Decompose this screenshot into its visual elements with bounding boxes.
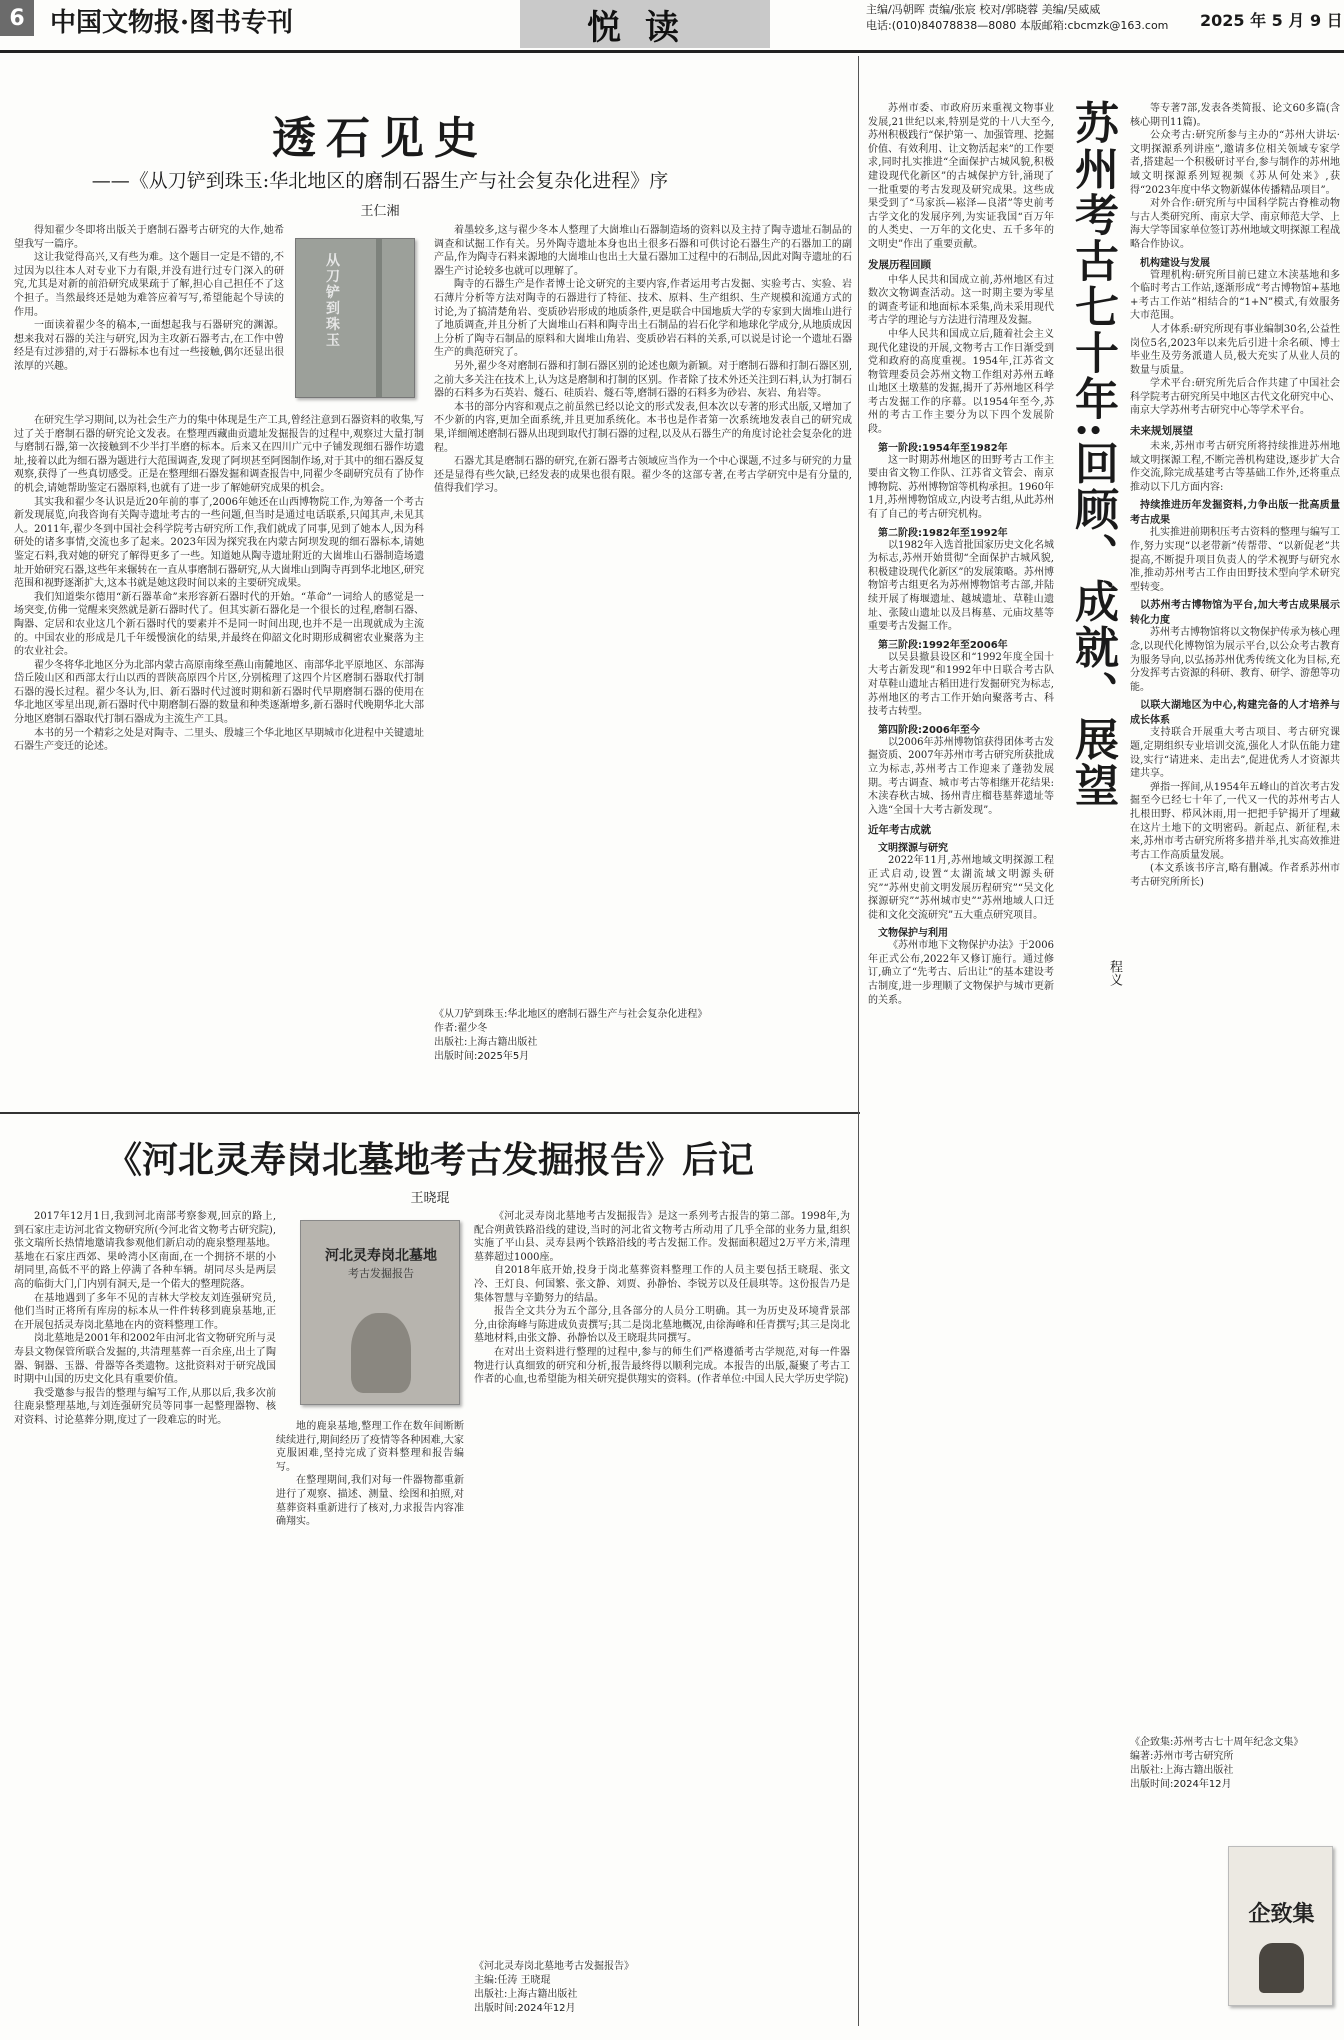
article1-subtitle: ——《从刀铲到珠玉:华北地区的磨制石器生产与社会复杂化进程》序 [91, 170, 669, 192]
article1-book-info [434, 1008, 852, 1064]
report-cover-subtitle: 考古发掘报告 [348, 1267, 414, 1280]
article3-title: 苏州考古七十年:回顾、成就、展望 [1067, 100, 1118, 809]
editor-credits [866, 2, 1196, 34]
section-heading: 发展历程回顾 [868, 258, 931, 271]
header-rule [0, 50, 1344, 53]
page-number: 6 [0, 0, 34, 36]
paragraph: 《苏州市地下文物保护办法》于2006年正式公布,2022年又修订施行。通过修订,确立了“先考古、后出让”的基本建设考古制度,进一步理顺了文物保护与城市更新的关系。 [868, 940, 1054, 1006]
article2-book-info [474, 1960, 850, 2016]
article2-title: 《河北灵寿岗北墓地考古发掘报告》后记 [105, 1139, 754, 1181]
paragraph: 苏州市委、市政府历来重视文物事业发展,21世纪以来,特别是党的十八大至今,苏州积极践行“保护第一、加强管理、挖掘价值、有效利用、让文物活起来”的工作要求,同时扎实推进“全面保护古城风貌,积极建设现代化新区”的古城保护方针,涌现了一批重要的考古发现及研究成果。这些成果受到了“马家浜—崧泽—良渚”等史前考古学文化的发展序列,为实证我国“百万年的人类史、一万年的文化史、五千多年的文明史”作出了重要贡献。 [868, 103, 1054, 250]
sub-heading: 第三阶段:1992年至2006年 [878, 639, 1008, 651]
article-divider [0, 1112, 860, 1114]
paragraph: 以1982年入选首批国家历史文化名城为标志,苏州开始贯彻“全面保护古城风貌,积极建设现代化新区”的发展策略。苏州博物馆考古组更名为苏州博物馆考古部,并陆续开展了梅堰遗址、越城遗址、草鞋山遗址、张陵山遗址以及吕梅墓、元庙坟墓等重要考古发掘工作。 [868, 539, 1054, 633]
paragraph: 以2006年苏州博物馆获得团体考古发掘资质、2007年苏州市考古研究所获批成立为标志,苏州考古工作迎来了蓬勃发展期。考古调查、城市考古等相继开花结果:木渎春秋古城、扬州青庄榴巷墓葬遗址等入选“全国十大考古新发现”。 [868, 736, 1054, 816]
sub-heading: 第一阶段:1954年至1982年 [878, 442, 1008, 454]
paragraph: 这一时期苏州地区的田野考古工作主要由省文物工作队、江苏省文管会、南京博物院、苏州博物馆等机构承担。1960年1月,苏州博物馆成立,内设考古组,从此苏州有了自己的考古研究机构。 [868, 454, 1054, 521]
book-publisher: 出版社:上海古籍出版社 [1130, 1765, 1234, 1776]
paragraph: 在研究生学习期间,以为社会生产力的集中体现是生产工具,曾经注意到石器资料的收集,写过了关于磨制石器的研究论文发表。在整理西藏曲贡遗址发掘报告的过程中,观察过大量打制与磨制石器,第一次接触到不少半打半磨的标本。后来又在四川广元中子铺发现细石器作坊遗址,接着以此为细石器为题进行大范围调查,发现了阿坝甚至阿图制作场,对于其中的细石器反复观察,获得了一些真切感受。正是在整理细石器发掘和调查报告中,同翟少冬副研究员有了协作的机会,请她帮助鉴定石器原料,也就有了进一步了解她研究成果的机会。 [14, 415, 424, 494]
book-cover-title: 从刀铲到珠玉 [326, 253, 340, 349]
sub-heading: 以联大湖地区为中心,构建完备的人才培养与成长体系 [1130, 700, 1340, 727]
paragraph: 弹指一挥间,从1954年五峰山的首次考古发掘至今已经七十年了,一代又一代的苏州考古人扎根田野、栉风沐雨,用一把把手铲揭开了埋藏在这片土地下的文明密码。新起点、新征程,未来,苏州市考古研究所将多措并举,扎实高效推进考古工作高质量发展。 [1130, 781, 1340, 861]
article2-column-1-continued [276, 1420, 464, 2020]
paragraph: 《河北灵寿岗北墓地考古发掘报告》是这一系列考古报告的第二部。1998年,为配合朔黄铁路沿线的建设,当时的河北省文物考古所动用了几乎全部的业务力量,组织实施了平山县、灵寿县两个铁路沿线的考古发掘工作。发掘面积超过2万平方米,清理墓葬超过1000座。 [474, 1211, 850, 1263]
article3-column-1 [868, 102, 1054, 1972]
paragraph: 中华人民共和国成立后,随着社会主义现代化建设的开展,文物考古工作日渐受到党和政府的高度重视。1954年,江苏省文物管理委员会苏州文物工作组对苏州五峰山地区土墩墓的发掘,揭开了苏州地区科学考古发掘工作的序幕。以1954年至今,苏州的考古工作主要分为以下四个发展阶段。 [868, 328, 1054, 436]
paragraph: 公众考古:研究所参与主办的“苏州大讲坛·文明探源系列讲座”,邀请多位相关领域专家学者,搭建起一个积极研讨平台,参与制作的苏州地域文明探源系列短视频《苏从何处来》,获得“2023年度中华文物新媒体传播精品项目”。 [1130, 130, 1340, 196]
book-editor: 编著:苏州市考古研究所 [1130, 1751, 1234, 1762]
issue-date: 2025 年 5 月 9 日 [1200, 11, 1343, 30]
paragraph: 本书的部分内容和观点之前虽然已经以论文的形式发表,但本次以专著的形式出版,又增加了不少新的内容,更加全面系统,并且更加系统化。本书也是作者第一次系统地发表自己的研究成果,详细阐述磨制石器从出现到取代打制石器的过程,以及从石器生产的角度讨论社会复杂化的进程。 [434, 401, 852, 454]
paragraph: 扎实推进前期积压考古资料的整理与编写工作,努力实现“以老带新”传帮带、“以新促老”共提高,不断提升项目负责人的学术视野与研究水准,推动苏州考古工作由田野技术型向学术研究型转变。 [1130, 527, 1340, 593]
paragraph: 在整理期间,我们对每一件器物都重新进行了观察、描述、测量、绘图和拍照,对墓葬资料重新进行了核对,力求报告内容准确翔实。 [276, 1475, 464, 1528]
credits-line-1: 主编/冯朝晖 责编/张宸 校对/郭晓蓉 美编/吴威威 [866, 3, 1101, 16]
paragraph: 对外合作:研究所与中国科学院古脊椎动物与古人类研究所、南京大学、南京师范大学、上海大学等国家单位签订苏州地域文明探源工程战略合作协议。 [1130, 198, 1340, 250]
paragraph: 2022年11月,苏州地域文明探源工程正式启动,设置“太湖流域文明源头研究”“苏州史前文明发展历程研究”“吴文化探源研究”“苏州城市史”“苏州地域人口迁徙和文化交流研究”五大重点研究项目。 [868, 855, 1054, 921]
sub-heading: 文物保护与利用 [878, 928, 948, 940]
paragraph: 中华人民共和国成立前,苏州地区有过数次文物调查活动。这一时期主要为零星的调查考证和地面标本采集,尚未采用现代考古学的理论与方法进行清理及发掘。 [868, 274, 1054, 327]
collection-cover-image [1228, 1846, 1333, 2006]
book-author: 作者:翟少冬 [434, 1023, 488, 1034]
sub-heading: 第二阶段:1982年至1992年 [878, 527, 1008, 539]
report-cover-image [300, 1220, 460, 1405]
sub-heading: 以苏州考古博物馆为平台,加大考古成果展示转化力度 [1130, 600, 1340, 627]
article1-column-1 [14, 224, 284, 414]
paragraph: 一面读着翟少冬的稿本,一面想起我与石器研究的渊源。想来我对石器的关注与研究,因为主攻新石器考古,在工作中曾经是有过涉猎的,对于石器标本也有过一些接触,偶尔还显出很浓厚的兴趣。 [14, 320, 284, 372]
artifact-image [1259, 1943, 1304, 1993]
paragraph: 报告全文共分为五个部分,且各部分的人员分工明确。其一为历史及环境背景部分,由徐海峰与陈进成负责撰写;其二是岗北墓地概况,由徐海峰和任青撰写;其三是岗北墓地材料,由张文静、孙静怡以及王晓琨共同撰写。 [474, 1306, 850, 1345]
paragraph: 2017年12月1日,我到河北南部考察参观,回京的路上,到石家庄走访河北省文物研究所(今河北省文物考古研究院),张文瑞所长热情地邀请我参观他们新启动的鹿泉整理基地。基地在石家庄西郊、果岭湾小区南面,在一个拥挤不堪的小胡同里,高低不平的路上停满了各种车辆。胡同尽头是两层高的临街大门,门内别有洞天,是一个偌大的整理院落。 [14, 1211, 276, 1290]
article1-title: 透石见史 [272, 113, 488, 164]
sub-heading: 机构建设与发展 [1140, 257, 1210, 269]
paragraph: 自2018年底开始,投身于岗北墓葬资料整理工作的人员主要包括王晓琨、张文冷、王灯良、何国繁、张文静、刘贾、孙静怡、李锐芳以及任晨琪等。这份报告乃是集体智慧与辛勤努力的结晶。 [474, 1265, 850, 1304]
section-title: 悦读 [520, 0, 770, 48]
paragraph: 未来,苏州市考古研究所将持续推进苏州地域文明探源工程,不断完善机构建设,逐步扩大合作交流,除完成基建考古等基础工作外,还将重点推动以下几方面内容: [1130, 441, 1340, 493]
article3-author: 程义 [1107, 960, 1122, 986]
book-publisher: 出版社:上海古籍出版社 [434, 1037, 538, 1048]
paragraph: 支持联合开展重大考古项目、考古研究课题,定期组织专业培训交流,强化人才队伍能力建设,实行“请进来、走出去”,促进优秀人才资源共建共享。 [1130, 727, 1340, 780]
article1-column-1-continued [14, 414, 424, 1094]
paragraph: 另外,翟少冬对磨制石器和打制石器区别的论述也颇为新颖。对于磨制石器和打制石器区别,之前大多关注在技术上,认为这是磨制和打制的区别。作者除了技术外还关注到石料,认为打制石器的石料多为石英岩、燧石、硅质岩、燧石等,磨制石器的石料多为砂岩、灰岩、角岩等。 [434, 360, 852, 400]
book-date: 出版时间:2025年5月 [434, 1051, 530, 1062]
paragraph: 我们知道柴尔德用“新石器革命”来形容新石器时代的开始。“革命”一词给人的感觉是一场突变,仿佛一觉醒来突然就是新石器时代了。但其实新石器化是一个很长的过程,磨制石器、陶器、定居和农业这几个新石器时代的要素并不是同一时间出现,也并不是一出现就成为主流的。中国农业的形成是几千年缓慢演化的结果,并最终在仰韶文化时期形成稠密农业聚落为主的农业社会。 [14, 591, 424, 658]
sub-heading: 第四阶段:2006年至今 [878, 724, 980, 736]
paragraph: 得知翟少冬即将出版关于磨制石器考古研究的大作,她希望我写一篇序。 [14, 225, 284, 250]
paragraph: 地的鹿泉基地,整理工作在数年间断断续续进行,期间经历了疫情等各种困难,大家克服困难,坚持完成了资料整理和报告编写。 [276, 1421, 464, 1473]
paragraph: 学术平台:研究所先后合作共建了中国社会科学院考古研究所吴中地区古代文化研究中心、南京大学苏州考古研究中心等学术平台。 [1130, 378, 1340, 417]
masthead: 中国文物报·图书专刊 [50, 7, 294, 38]
paragraph: 翟少冬将华北地区分为北部内蒙古高原南缘至燕山南麓地区、南部华北平原地区、东部海岱丘陵山区和西部太行山以西的晋陕高原四个片区,分别梳理了这四个片区磨制石器取代打制石器的漫长过程。翟少冬认为,旧、新石器时代过渡时期和新石器时代早期磨制石器的使用在华北地区零星出现,新石器时代中期磨制石器的数量和种类逐渐增多,新石器时代晚期华北大部分地区磨制石器取代打制石器成为主流生产工具。 [14, 659, 424, 726]
book-date: 出版时间:2024年12月 [474, 2003, 576, 2014]
paragraph: 在对出土资料进行整理的过程中,参与的师生们严格遵循考古学规范,对每一件器物进行认真细致的研究和分析,报告最终得以顺利完成。本报告的出版,凝聚了考古工作者的心血,也希望能为相关研究提供翔实的资料。(作者单位:中国人民大学历史学院) [474, 1346, 850, 1386]
book-author: 主编:任涛 王晓琨 [474, 1975, 551, 1986]
article2-author: 王晓琨 [410, 1191, 450, 1206]
sub-heading: 持续推进历年发掘资料,力争出版一批高质量考古成果 [1130, 500, 1340, 527]
section-heading: 未来规划展望 [1130, 425, 1193, 438]
pottery-vessel-image [351, 1313, 411, 1393]
paragraph: 我受邀参与报告的整理与编写工作,从那以后,我多次前往鹿泉整理基地,与刘连强研究员等同事一起整理器物、核对资料、讨论墓葬分期,度过了一段难忘的时光。 [14, 1387, 276, 1426]
paragraph: 石器尤其是磨制石器的研究,在新石器考古领域应当作为一个中心课题,不过多与研究的力量还是显得有些欠缺,已经发表的成果也很有限。翟少冬的这部专著,在考古学研究中是有分量的,值得我们学习。 [434, 456, 852, 495]
book-cover-image [295, 238, 415, 398]
paragraph: 本书的另一个精彩之处是对陶寺、二里头、殷墟三个华北地区早期城市化进程中关键遗址石器生产变迁的论述。 [14, 727, 424, 753]
article3-book-info [1130, 1736, 1340, 1792]
paragraph: 人才体系:研究所现有事业编制30名,公益性岗位5名,2023年以来先后引进十余名硕、博士毕业生及劳务派遣人员,极大充实了从业人员的数量与质量。 [1130, 323, 1340, 376]
article3-column-2 [1130, 102, 1340, 1802]
paragraph: 着墨较多,这与翟少冬本人整理了大崮堆山石器制造场的资料以及主持了陶寺遗址石制品的调查和试掘工作有关。另外陶寺遗址本身也出土很多石器和可供讨论石器生产的石器加工的副产品,作为陶寺石料来源地的大崮堆山也出土大量石器加工过程中的石制品,因此对陶寺遗址的石器生产讨论较多也就可以理解了。 [434, 225, 852, 277]
paragraph: 岗北墓地是2001年和2002年由河北省文物研究所与灵寿县文物保管所联合发掘的,共清理墓葬一百余座,出土了陶器、铜器、玉器、骨器等各类遗物。这批资料对于研究战国时期中山国的历史文化具有重要价值。 [14, 1333, 276, 1386]
collection-cover-title: 企致集 [1248, 1901, 1315, 1927]
paragraph: 陶寺的石器生产是作者博士论文研究的主要内容,作者运用考古发掘、实验考古、实验、岩石薄片分析等方法对陶寺的石器进行了特征、技术、原料、生产组织、生产规模和流通方式的讨论,为了搞清楚角岩、变质砂岩形成的地质条件,更是联合中国地质大学的专家到大崮堆山进行了地质调查,并且分析了大崮堆山石料和陶寺出土石制品的岩石化学和地球化学成分,从地质成因上分析了陶寺石制品的原料和大崮堆山角岩、变质砂岩石料的关系,可以说是讨论一个遗址石器生产的典范研究了。 [434, 279, 852, 359]
article1-author: 王仁湘 [360, 204, 400, 219]
paragraph: 以吴县撤县设区和“1992年度全国十大考古新发现”和1992年中日联合考古队对草鞋山遗址古稻田进行发掘研究为标志,苏州地区的考古工作开始向聚落考古、科技考古转型。 [868, 651, 1054, 718]
paragraph: 苏州考古博物馆将以文物保护传承为核心理念,以现代化博物馆为展示平台,以公众考古教育为服务导向,以弘扬苏州优秀传统文化为目标,充分发挥考古资源的科研、教育、研学、游憩等功能。 [1130, 627, 1340, 693]
section-heading: 近年考古成就 [868, 824, 931, 837]
report-cover-title: 河北灵寿岗北墓地 [325, 1248, 437, 1264]
book-date: 出版时间:2024年12月 [1130, 1779, 1232, 1790]
book-title: 《从刀铲到珠玉:华北地区的磨制石器生产与社会复杂化进程》 [434, 1009, 708, 1020]
paragraph: 管理机构:研究所目前已建立木渎基地和多个临时考古工作站,逐渐形成“考古博物馆+基地+考古工作站”相结合的“1+N”模式,有效服务大市范围。 [1130, 269, 1340, 322]
credits-line-2: 电话:(010)84078838—8080 本版邮箱:cbcmzk@163.com [866, 19, 1169, 32]
paragraph: 这让我觉得高兴,又有些为难。这个题目一定是不错的,不过因为以往本人对专业下力有限,并没有进行过专门深入的研究,尤其是对新的前沿研究成果疏于了解,担心自己担任不了这个担子。当然最终还是她为难答应着写写,希望能起个导读的作用。 [14, 252, 284, 318]
article1-column-2 [434, 224, 852, 1104]
book-publisher: 出版社:上海古籍出版社 [474, 1989, 578, 2000]
paragraph: 等专著7部,发表各类简报、论文60多篇(含核心期刊11篇)。 [1130, 103, 1340, 128]
book-title: 《企致集:苏州考古七十周年纪念文集》 [1130, 1737, 1304, 1748]
book-title: 《河北灵寿岗北墓地考古发掘报告》 [474, 1961, 634, 1972]
article2-column-1 [14, 1210, 276, 2020]
column-divider [858, 56, 859, 2026]
article2-column-2 [474, 1210, 850, 1910]
author-note: (本文系该书序言,略有删减。作者系苏州市考古研究所所长) [1130, 863, 1340, 888]
paragraph: 其实我和翟少冬认识是近20年前的事了,2006年她还在山西博物院工作,为筹备一个考古新发现展览,向我咨询有关陶寺遗址考古的一些问题,但当时是通过电话联系,只闻其声,未见其人。2011年,翟少冬到中国社会科学院考古研究所工作,我们就成了同事,见到了她本人,因为科研处的诸多事情,交流也多了起来。2023年因为探究我在内蒙古阿坝发现的细石器标本,请她鉴定石料,我对她的研究了解得更多了一些。知道她从陶寺遗址附近的大崮堆山石器制造场遗址开始研究石器,这些年来辗转在一直从事磨制石器研究,从大崮堆山到陶寺再到华北地区,研究范围和视野逐渐扩大,这本书就是她这段时间以来的主要研究成果。 [14, 496, 424, 590]
sub-heading: 文明探源与研究 [878, 843, 948, 855]
cover-spine [376, 239, 382, 398]
paragraph: 在基地遇到了多年不见的吉林大学校友刘连强研究员,他们当时正将所有库房的标本从一件件转移到鹿泉基地,正在开展包括灵寿岗北墓地在内的资料整理工作。 [14, 1292, 276, 1331]
